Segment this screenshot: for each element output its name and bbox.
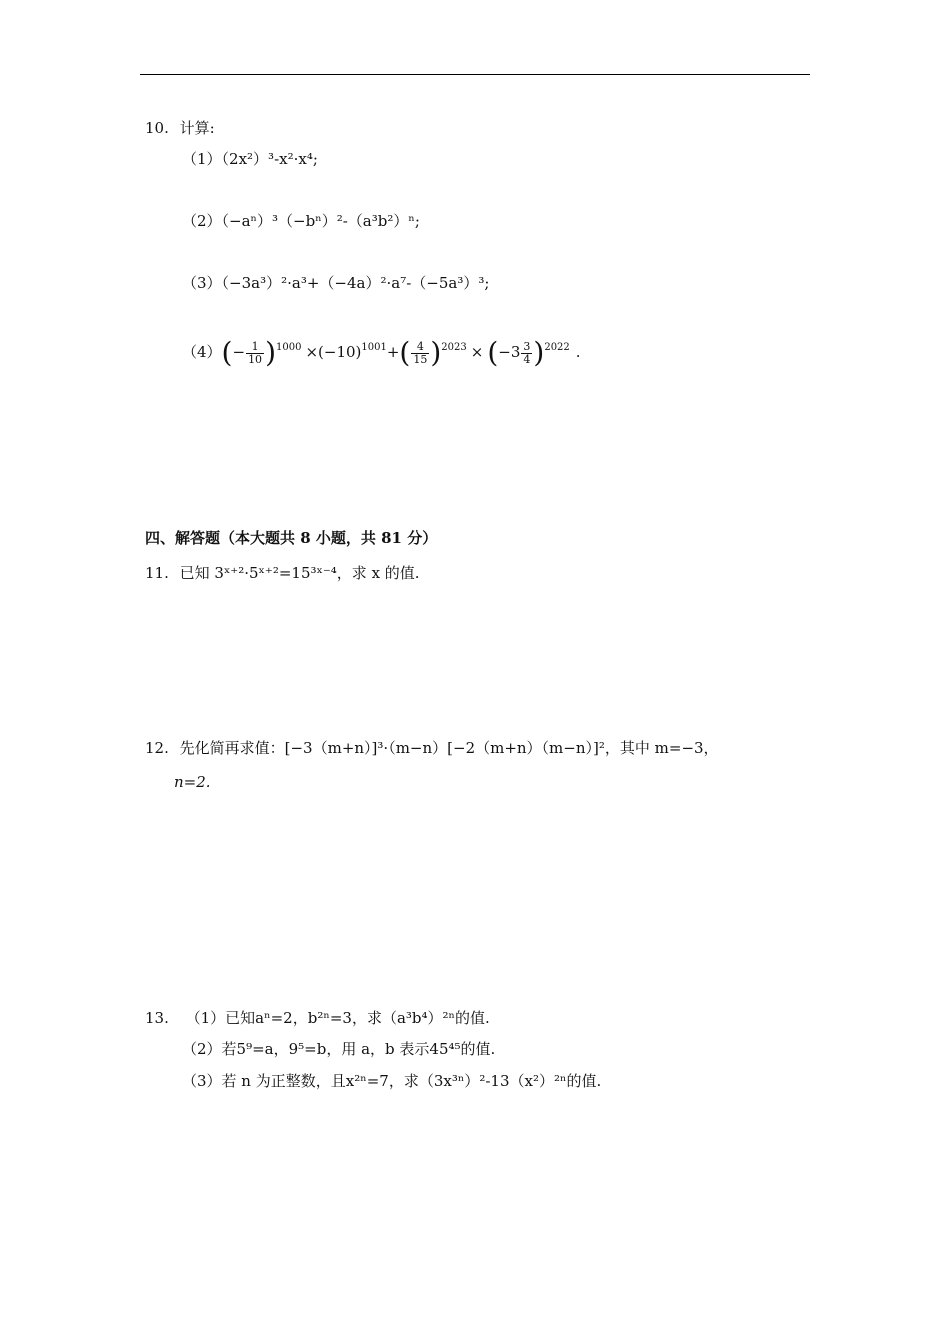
period: . (575, 343, 581, 361)
header-rule (140, 74, 810, 75)
q13-part-1: （1）已知aⁿ=2，b²ⁿ=3，求（a³b⁴）²ⁿ的值. (185, 1009, 490, 1027)
paren-open: ( (487, 336, 499, 369)
question-10-heading (145, 118, 215, 138)
paren-close: ) (265, 336, 276, 369)
times-neg-ten: ×(−10) (305, 343, 362, 361)
question-text-line-1: 先化简再求值：[−3（m+n）]³·（m−n）[−2（m+n）（m−n）]²，其中 m=−3， (179, 739, 719, 757)
times-sign: × (470, 343, 484, 361)
question-13 (145, 1008, 490, 1028)
mixed-whole: −3 (498, 343, 521, 361)
paren-close: ) (533, 336, 545, 369)
fraction-denominator: 4 (523, 352, 531, 366)
question-number: 12. (145, 739, 169, 757)
exponent: 1001 (361, 342, 387, 353)
question-number: 11. (145, 564, 169, 582)
part-label: （4） (182, 343, 222, 361)
fraction-denominator: 10 (248, 352, 263, 366)
question-11 (145, 563, 420, 583)
fraction-numerator: 3 (523, 339, 531, 353)
question-12 (145, 738, 719, 758)
fraction-1-10 (246, 341, 264, 366)
question-12-line-2: n=2. (174, 773, 211, 791)
q13-part-2: （2）若5⁹=a，9⁵=b，用 a，b 表示45⁴⁵的值. (182, 1040, 496, 1058)
question-number: 13. (145, 1009, 169, 1027)
section-4-title: 四、解答题（本大题共 8 小题，共 81 分） (145, 529, 438, 547)
exponent: 2022 (544, 342, 570, 353)
exponent: 2023 (441, 342, 467, 353)
q10-part-4: （4）(− $\frac{1}{10}$ )$^{1000} \times(-10)^{1001}+$( $\frac{4}{15}$ )$^{2023}$ × (−3 $\frac{3}{4}$ )$^{2022}$ . (182, 336, 581, 369)
paren-close: ) (430, 336, 442, 369)
fraction-numerator: 1 (246, 341, 264, 354)
q10-part-3: （3）（−3a³）²·a³+（−4a）²·a⁷-（−5a³）³; (182, 274, 490, 292)
q10-part-2: （2）（−aⁿ）³（−bⁿ）²-（a³b²）ⁿ; (182, 212, 420, 230)
question-number: 10. (145, 119, 169, 137)
plus-sign: + (386, 343, 400, 361)
paren-open: ( (399, 336, 411, 369)
q10-part-1: （1）（2x²）³-x²·x⁴; (182, 150, 318, 168)
fraction-4-15 (411, 341, 429, 366)
fraction-numerator: 4 (411, 341, 429, 354)
fraction-denominator: 15 (413, 352, 428, 366)
question-title: 计算: (179, 119, 215, 137)
fraction-3-4 (521, 341, 532, 366)
paren-open: ( (221, 336, 233, 369)
exponent: 1000 (276, 342, 302, 353)
question-text: 已知 3ˣ⁺²·5ˣ⁺²=15³ˣ⁻⁴，求 x 的值. (179, 564, 420, 582)
q13-part-3: （3）若 n 为正整数，且x²ⁿ=7，求（3x³ⁿ）²-13（x²）²ⁿ的值. (182, 1072, 602, 1090)
